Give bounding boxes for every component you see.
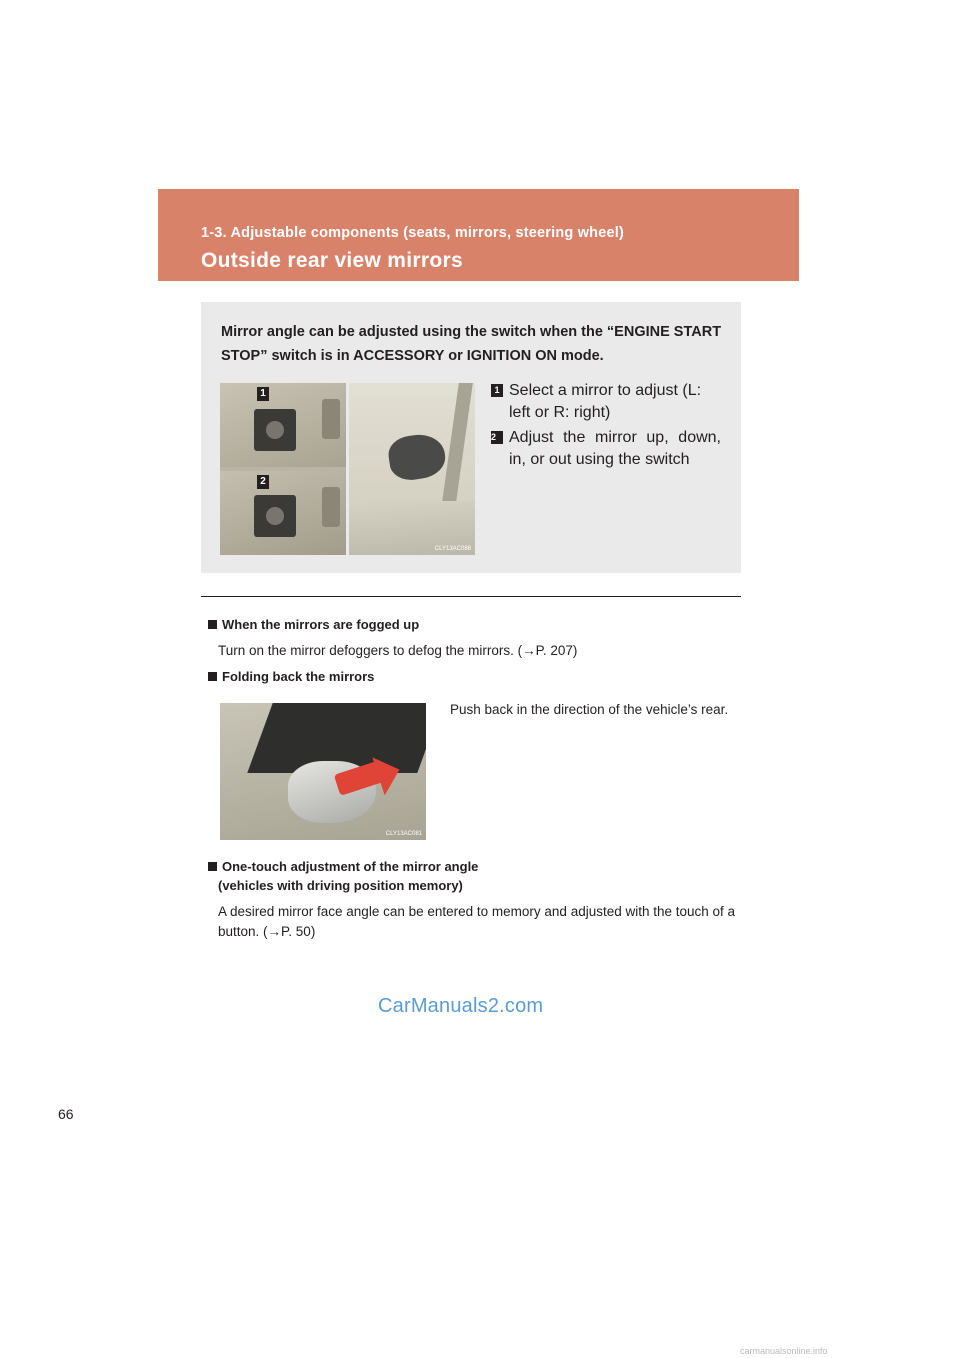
step-list xyxy=(491,380,721,474)
page-title: Outside rear view mirrors xyxy=(201,249,463,272)
section-header xyxy=(158,189,799,281)
step-text: Select a mirror to adjust (L: left or R: right) xyxy=(509,382,702,421)
page-number: 66 xyxy=(58,1106,74,1122)
note-heading: One-touch adjustment of the mirror angle xyxy=(208,857,478,876)
square-bullet-icon xyxy=(208,672,217,681)
note-body: Turn on the mirror defoggers to defog the mirrors. (→P. 207) xyxy=(218,643,578,658)
square-bullet-icon xyxy=(208,862,217,871)
figure-code: CLY13AC081 xyxy=(385,831,422,837)
step-item xyxy=(491,427,721,471)
footer-watermark: carmanualsonline.info xyxy=(740,1346,828,1356)
mirror-photo xyxy=(349,383,475,555)
note-body: Push back in the direction of the vehicle’s rear. xyxy=(450,702,729,717)
note-heading: When the mirrors are fogged up xyxy=(208,615,419,634)
callout-tag-2: 2 xyxy=(257,475,269,489)
note-heading: Folding back the mirrors xyxy=(208,667,374,686)
section-label: 1-3. Adjustable components (seats, mirrors, steering wheel) xyxy=(201,225,625,241)
intro-panel xyxy=(201,302,741,573)
note-heading-qualifier: (vehicles with driving position memory) xyxy=(218,878,463,893)
mirror-switch-image xyxy=(254,409,296,451)
folding-mirror-photo xyxy=(220,703,426,840)
step-text: Adjust the mirror up, down, in, or out using the switch xyxy=(509,429,721,468)
figure-code: CLY13AC088 xyxy=(434,546,471,552)
divider xyxy=(201,596,741,597)
step-item xyxy=(491,380,721,424)
step-number: 1 xyxy=(491,384,503,397)
step-number: 2 xyxy=(491,431,503,444)
note-body: A desired mirror face angle can be entered to memory and adjusted with the touch of a button. (→P. 50) xyxy=(218,904,736,939)
mirror-switch-image xyxy=(254,495,296,537)
watermark: CarManuals2.com xyxy=(378,995,544,1017)
square-bullet-icon xyxy=(208,620,217,629)
switch-photo xyxy=(220,383,346,555)
intro-text: Mirror angle can be adjusted using the switch when the “ENGINE START STOP” switch is in ACCESSORY or IGNITION ON mode. xyxy=(221,324,722,364)
side-mirror-image xyxy=(386,431,448,482)
callout-tag-1: 1 xyxy=(257,387,269,401)
